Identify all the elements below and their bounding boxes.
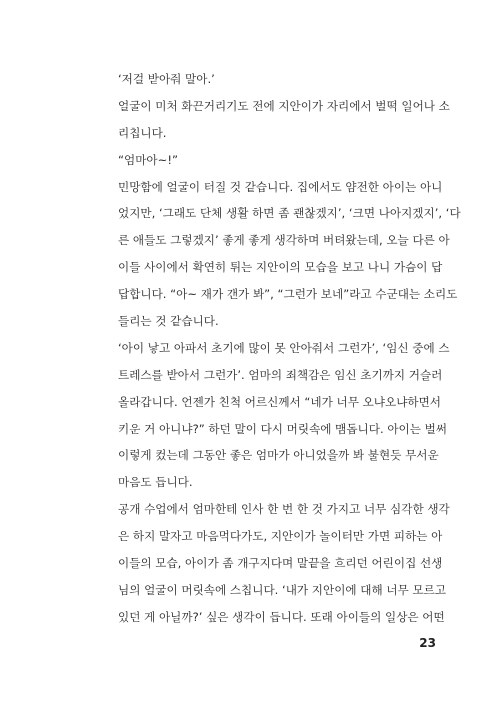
page-number: 23 [419, 636, 436, 650]
text-line: 들리는 것 같습니다. [118, 314, 219, 328]
text-line: 님의 얼굴이 머릿속에 스칩니다. ‘내가 지안이에 대해 너무 모르고 [118, 583, 447, 597]
text-line: 이들 사이에서 확연히 튀는 지안이의 모습을 보고 나니 가슴이 답 [118, 260, 443, 274]
text-line: ‘저걸 받아줘 말아.’ [118, 72, 215, 86]
text-line: 있던 게 아닐까?’ 싶은 생각이 듭니다. 또래 아이들의 일상은 어떤 [118, 610, 445, 624]
text-line: 공개 수업에서 엄마한테 인사 한 번 한 것 가지고 너무 심각한 생각 [118, 502, 450, 516]
text-line: 은 하지 말자고 마음먹다가도, 지안이가 놀이터만 가면 피하는 아 [118, 529, 443, 543]
text-line: 마음도 듭니다. [118, 475, 193, 489]
text-line: 른 애들도 그렇겠지’ 좋게 좋게 생각하며 버텨왔는데, 오늘 다른 아 [118, 233, 450, 247]
text-line: 이들의 모습, 아이가 좀 개구지다며 말끝을 흐리던 어린이집 선생 [118, 556, 443, 570]
text-line: 이렇게 컸는데 그동안 좋은 엄마가 아니었을까 봐 불현듯 무서운 [118, 448, 439, 462]
text-line: ‘아이 낳고 아파서 초기에 많이 못 안아줘서 그런가’, ‘임신 중에 스 [118, 341, 450, 355]
text-line: 트레스를 받아서 그런가’. 엄마의 죄책감은 임신 초기까지 거슬러 [118, 368, 443, 382]
text-line: 키운 거 아니냐?” 하던 말이 다시 머릿속에 맴돕니다. 아이는 벌써 [118, 422, 448, 436]
text-line: 리칩니다. [118, 126, 167, 140]
text-line: 얼굴이 미처 화끈거리기도 전에 지안이가 자리에서 벌떡 일어나 소 [118, 99, 450, 113]
text-line: 었지만, ‘그래도 단체 생활 하면 좀 괜찮겠지’, ‘크면 나아지겠지’, ‘다 [118, 206, 461, 220]
text-line: 민망함에 얼굴이 터질 것 같습니다. 집에서도 얌전한 아이는 아니 [118, 180, 443, 194]
text-line: 답합니다. “아~ 재가 갠가 봐”, “그런가 보네”라고 수군대는 소리도 [118, 287, 458, 301]
text-line: 올라갑니다. 언젠가 친척 어르신께서 “네가 너무 오냐오냐하면서 [118, 395, 441, 409]
text-line: “엄마아~!” [118, 153, 178, 167]
